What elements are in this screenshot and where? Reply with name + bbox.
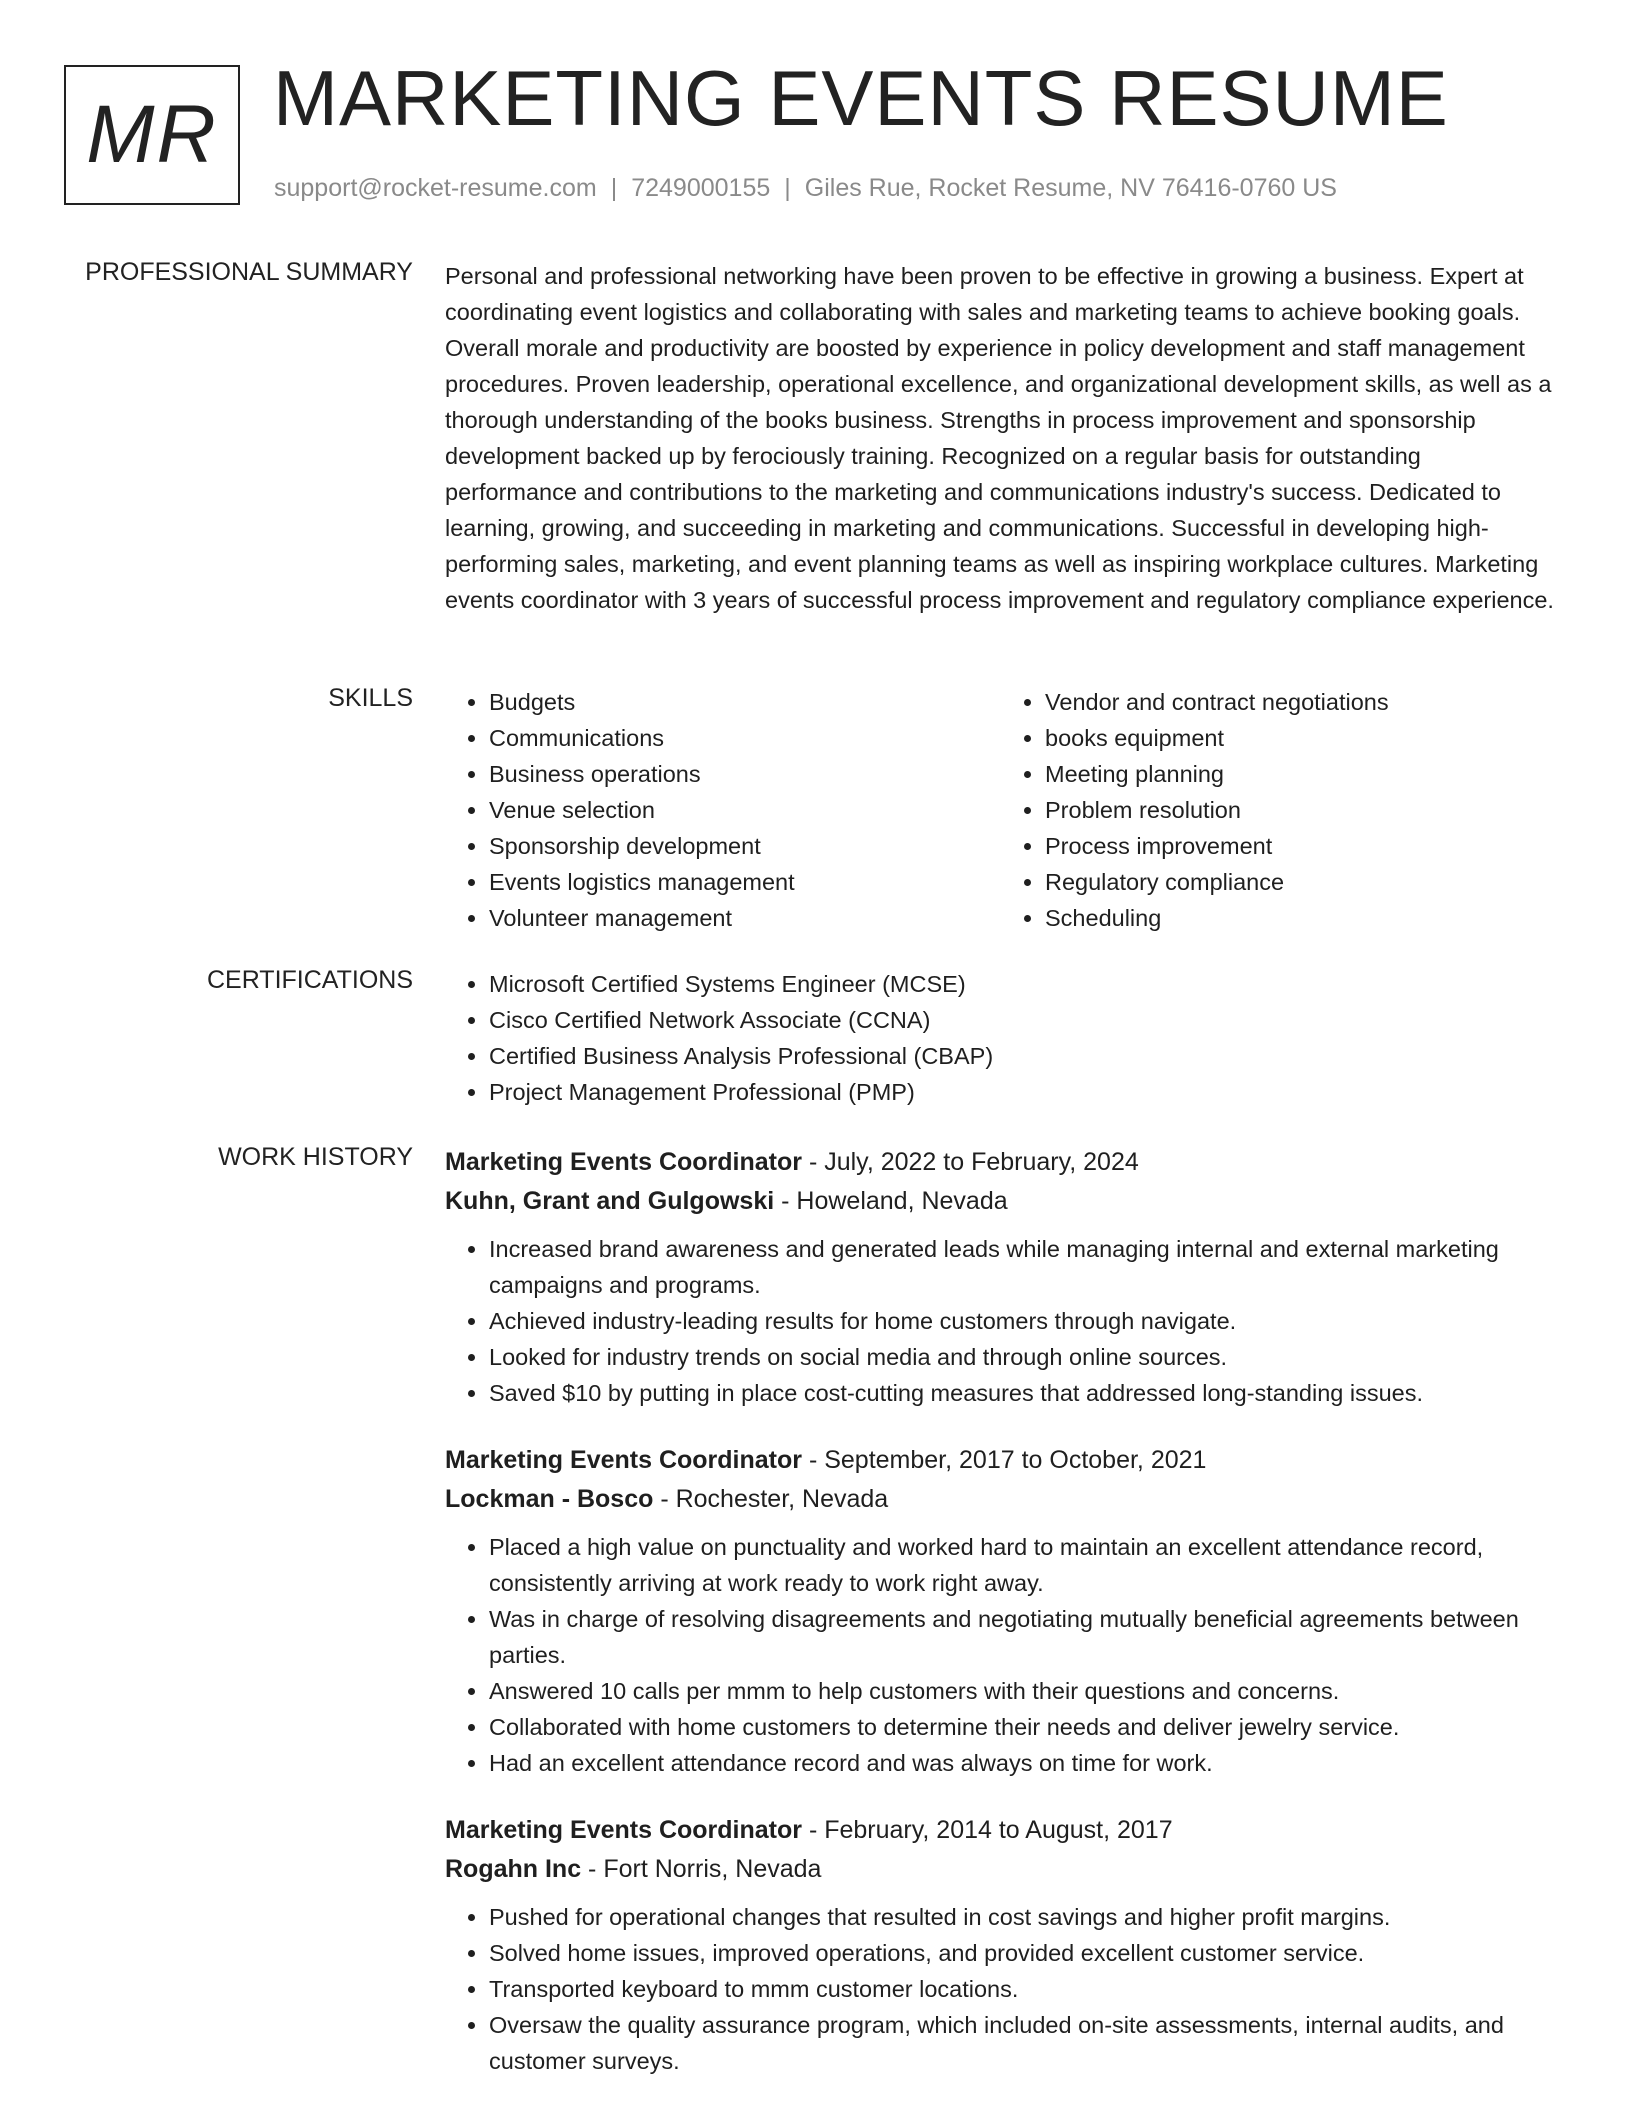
job-bullet: • Saved $10 by putting in place cost-cutting measures that addressed long-standing issues. <box>489 1375 1557 1411</box>
skill-item: • Budgets <box>489 684 1001 720</box>
certification-item: • Microsoft Certified Systems Engineer (MCSE) <box>489 966 1557 1002</box>
job-title-line <box>445 1811 1557 1850</box>
certifications-list <box>445 966 1557 1110</box>
skill-item: • Vendor and contract negotiations <box>1045 684 1557 720</box>
job-company: Kuhn, Grant and Gulgowski <box>445 1187 775 1215</box>
skill-item: • Problem resolution <box>1045 792 1557 828</box>
skills-body <box>445 684 1557 936</box>
job-title-line <box>445 1441 1557 1480</box>
skill-item: • Process improvement <box>1045 828 1557 864</box>
section-label-summary: PROFESSIONAL SUMMARY <box>85 258 413 286</box>
job-bullet: • Had an excellent attendance record and was always on time for work. <box>489 1745 1557 1781</box>
section-label-skills: SKILLS <box>328 684 413 712</box>
skill-item: • Regulatory compliance <box>1045 864 1557 900</box>
skill-item: • Venue selection <box>489 792 1001 828</box>
certification-item: • Project Management Professional (PMP) <box>489 1074 1557 1110</box>
certifications-body <box>445 966 1557 1110</box>
contact-line <box>274 174 1337 203</box>
job-role: Marketing Events Coordinator <box>445 1816 802 1844</box>
job-location: - Howeland, Nevada <box>774 1187 1008 1215</box>
job-bullets <box>445 1529 1557 1781</box>
section-label-work-history: WORK HISTORY <box>218 1143 413 1171</box>
job-bullet: • Placed a high value on punctuality and worked hard to maintain an excellent attendance record, consistently arriving at work ready to work right away. <box>489 1529 1557 1601</box>
job-company: Rogahn Inc <box>445 1855 582 1883</box>
contact-email[interactable]: support@rocket-resume.com <box>274 174 597 202</box>
section-label-certifications: CERTIFICATIONS <box>206 966 413 994</box>
job-location: - Fort Norris, Nevada <box>581 1855 822 1883</box>
certification-item: • Cisco Certified Network Associate (CCNA) <box>489 1002 1557 1038</box>
skills-list-right <box>1001 684 1557 936</box>
work-history-body <box>445 1143 1557 2095</box>
job-dates: - February, 2014 to August, 2017 <box>802 1816 1173 1844</box>
skill-item: • books equipment <box>1045 720 1557 756</box>
skill-item: • Meeting planning <box>1045 756 1557 792</box>
job-company: Lockman - Bosco <box>445 1485 654 1513</box>
job-bullets <box>445 1231 1557 1411</box>
skill-item: • Volunteer management <box>489 900 1001 936</box>
summary-text: Personal and professional networking have been proven to be effective in growing a business. Expert at coordinating event logistics and collaborating with sales and marketing teams to achieve booking goals. Overall morale and productivity are boosted by experience in policy development and staff management procedures. Proven leadership, operational excellence, and organizational development skills, as well as a thorough understanding of the books business. Strengths in process improvement and sponsorship development backed up by ferociously training. Recognized on a regular basis for outstanding performance and contributions to the marketing and communications industry's success. Dedicated to learning, growing, and succeeding in marketing and communications. Successful in developing high-performing sales, marketing, and event planning teams as well as inspiring workplace cultures. Marketing events coordinator with 3 years of successful process improvement and regulatory compliance experience. <box>445 263 1554 613</box>
skill-item: • Communications <box>489 720 1001 756</box>
contact-address: Giles Rue, Rocket Resume, NV 76416-0760 US <box>804 174 1337 202</box>
job-entry <box>445 1441 1557 1781</box>
job-bullet: • Looked for industry trends on social media and through online sources. <box>489 1339 1557 1375</box>
skill-item: • Scheduling <box>1045 900 1557 936</box>
job-bullet: • Pushed for operational changes that resulted in cost savings and higher profit margins. <box>489 1899 1557 1935</box>
certification-item: • Certified Business Analysis Professional (CBAP) <box>489 1038 1557 1074</box>
job-bullet: • Was in charge of resolving disagreements and negotiating mutually beneficial agreements between parties. <box>489 1601 1557 1673</box>
job-bullet: • Oversaw the quality assurance program, which included on-site assessments, internal audits, and customer surveys. <box>489 2007 1557 2079</box>
job-location: - Rochester, Nevada <box>653 1485 889 1513</box>
job-bullet: • Transported keyboard to mmm customer locations. <box>489 1971 1557 2007</box>
job-dates: - July, 2022 to February, 2024 <box>802 1148 1139 1176</box>
job-bullets <box>445 1899 1557 2079</box>
monogram-logo: MR <box>64 65 240 205</box>
job-bullet: • Answered 10 calls per mmm to help customers with their questions and concerns. <box>489 1673 1557 1709</box>
job-bullet: • Achieved industry-leading results for home customers through navigate. <box>489 1303 1557 1339</box>
skills-list-left <box>445 684 1001 936</box>
job-role: Marketing Events Coordinator <box>445 1446 802 1474</box>
job-bullet: • Solved home issues, improved operations, and provided excellent customer service. <box>489 1935 1557 1971</box>
skill-item: • Business operations <box>489 756 1001 792</box>
job-company-line <box>445 1182 1557 1221</box>
job-company-line <box>445 1480 1557 1519</box>
contact-separator: | <box>784 174 791 202</box>
skill-item: • Sponsorship development <box>489 828 1001 864</box>
job-role: Marketing Events Coordinator <box>445 1148 802 1176</box>
contact-separator: | <box>610 174 618 202</box>
resume-title: MARKETING EVENTS RESUME <box>273 54 1449 142</box>
job-title-line <box>445 1143 1557 1182</box>
job-bullet: • Collaborated with home customers to determine their needs and deliver jewelry service. <box>489 1709 1557 1745</box>
job-bullet: • Increased brand awareness and generated leads while managing internal and external marketing campaigns and programs. <box>489 1231 1557 1303</box>
job-entry <box>445 1811 1557 2079</box>
job-company-line <box>445 1850 1557 1889</box>
skill-item: • Events logistics management <box>489 864 1001 900</box>
job-entry <box>445 1143 1557 1411</box>
contact-phone[interactable]: 7249000155 <box>631 174 771 202</box>
summary-body <box>445 258 1557 618</box>
job-dates: - September, 2017 to October, 2021 <box>802 1446 1207 1474</box>
